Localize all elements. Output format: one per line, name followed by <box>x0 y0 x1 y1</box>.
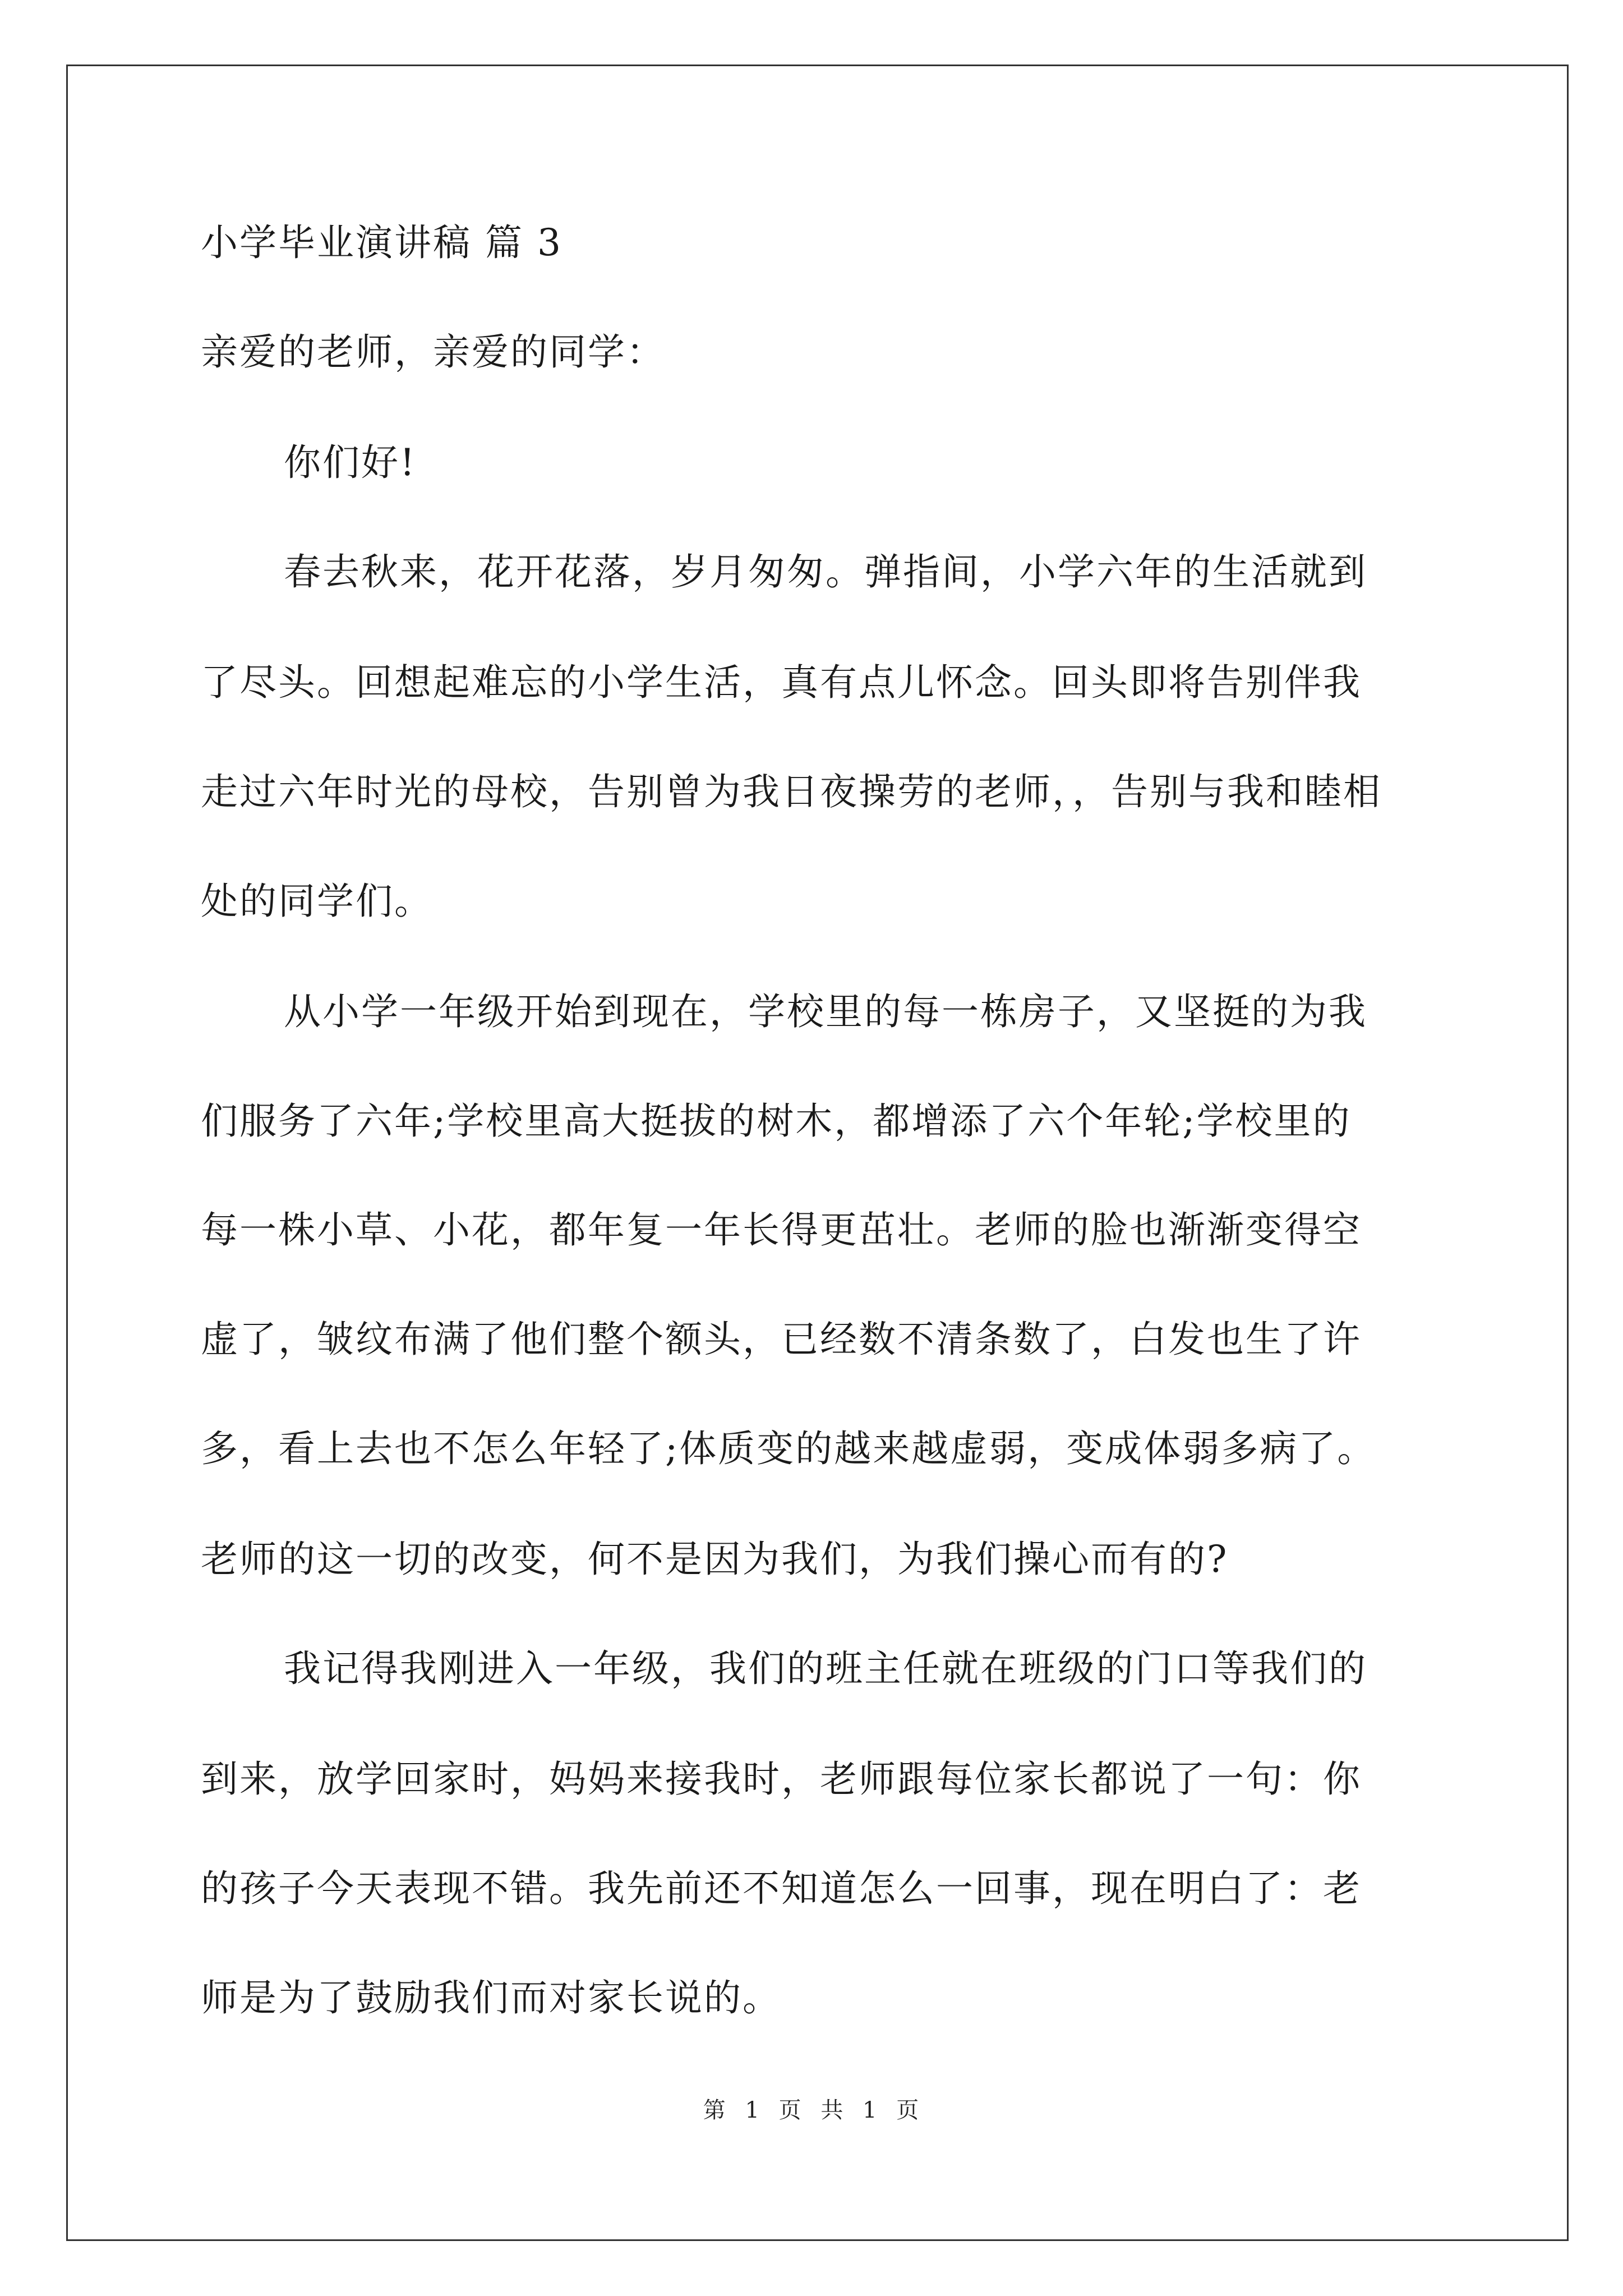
document-title: 小学毕业演讲稿 篇 3 <box>201 221 562 264</box>
page-footer: 第 1 页 共 1 页 <box>703 2097 920 2123</box>
paragraph-3-line: 的孩子今天表现不错。我先前还不知道怎么一回事，现在明白了：老 <box>201 1867 1362 1910</box>
paragraph-3-line: 我记得我刚进入一年级，我们的班主任就在班级的门口等我们的 <box>284 1647 1367 1690</box>
paragraph-3-line: 师是为了鼓励我们而对家长说的。 <box>201 1976 781 2019</box>
paragraph-2-line: 多，看上去也不怎么年轻了;体质变的越来越虚弱，变成体弱多病了。 <box>201 1427 1376 1470</box>
paragraph-1-line: 了尽头。回想起难忘的小学生活，真有点儿怀念。回头即将告别伴我 <box>201 661 1362 704</box>
salutation: 亲爱的老师，亲爱的同学： <box>201 330 665 374</box>
paragraph-3-line: 到来，放学回家时，妈妈来接我时，老师跟每位家长都说了一句：你 <box>201 1757 1362 1801</box>
paragraph-1-line: 走过六年时光的母校，告别曾为我日夜操劳的老师，，告别与我和睦相 <box>201 770 1382 813</box>
paragraph-2-line: 每一株小草、小花，都年复一年长得更茁壮。老师的脸也渐渐变得空 <box>201 1208 1362 1251</box>
paragraph-2-line: 老师的这一切的改变，何不是因为我们，为我们操心而有的? <box>201 1538 1229 1581</box>
greeting: 你们好! <box>284 441 417 484</box>
paragraph-2-line: 从小学一年级开始到现在，学校里的每一栋房子，又坚挺的为我 <box>284 990 1367 1033</box>
paragraph-1-line: 春去秋来，花开花落，岁月匆匆。弹指间，小学六年的生活就到 <box>284 550 1367 593</box>
paragraph-2-line: 们服务了六年;学校里高大挺拔的树木，都增添了六个年轮;学校里的 <box>201 1099 1352 1143</box>
paragraph-2-line: 虚了，皱纹布满了他们整个额头，已经数不清条数了，白发也生了许 <box>201 1318 1362 1361</box>
page-border <box>66 65 1569 2241</box>
paragraph-1-line: 处的同学们。 <box>201 880 433 923</box>
